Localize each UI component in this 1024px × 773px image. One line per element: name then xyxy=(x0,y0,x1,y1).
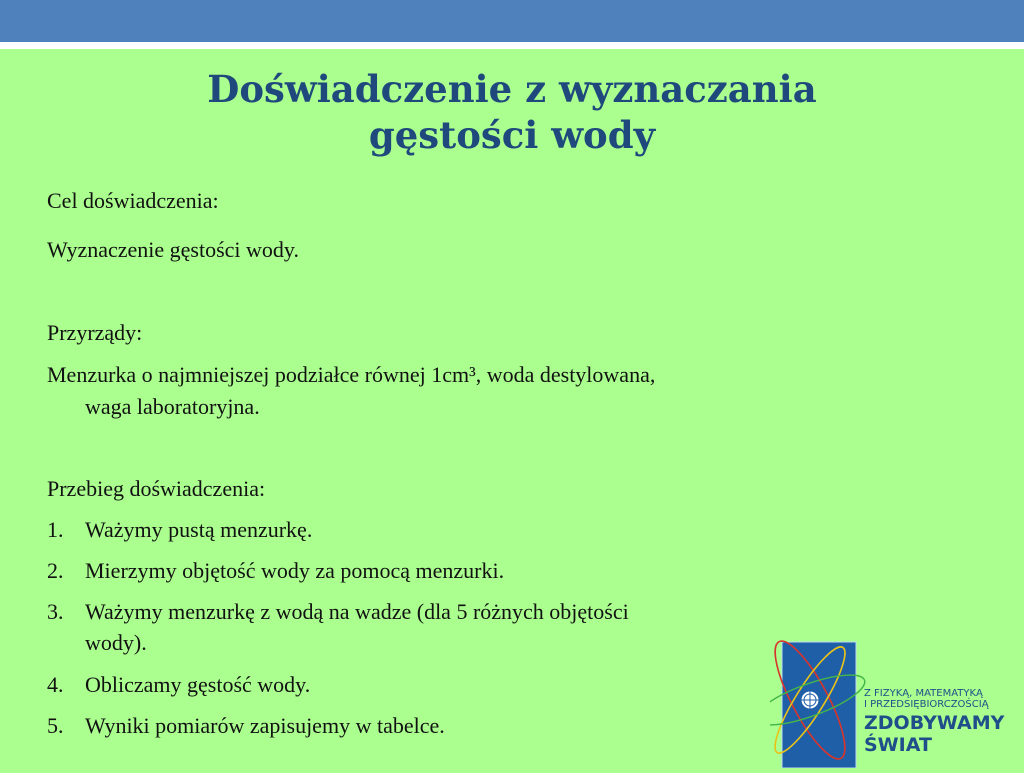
logo-line-4: ŚWIAT xyxy=(864,734,932,756)
top-banner xyxy=(0,0,1024,42)
tools-heading: Przyrządy: xyxy=(47,320,143,345)
step-number: 5. xyxy=(47,713,64,738)
logo-line-3: ZDOBYWAMY xyxy=(864,712,1005,734)
tools-text-line-1: Menzurka o najmniejszej podziałce równej 1cm³, woda destylowana, xyxy=(47,362,656,387)
step-text: Obliczamy gęstość wody. xyxy=(85,672,311,697)
step-text: Wyniki pomiarów zapisujemy w tabelce. xyxy=(85,713,445,738)
step-number: 4. xyxy=(47,672,64,697)
step-number: 3. xyxy=(47,599,64,624)
step-text: Ważymy menzurkę z wodą na wadze (dla 5 różnych objętości xyxy=(85,599,629,624)
title-line-2: gęstości wody xyxy=(368,113,656,157)
tools-text-line-2: waga laboratoryjna. xyxy=(85,394,260,419)
title-line-1: Doświadczenie z wyznaczania xyxy=(207,67,817,111)
goal-text: Wyznaczenie gęstości wody. xyxy=(47,237,299,262)
step-text: Mierzymy objętość wody za pomocą menzurki. xyxy=(85,558,505,583)
goal-heading: Cel doświadczenia: xyxy=(47,188,219,213)
slide-title xyxy=(0,66,1024,158)
step-text: Ważymy pustą menzurkę. xyxy=(85,517,313,542)
step-number: 2. xyxy=(47,558,64,583)
project-logo xyxy=(770,628,1024,768)
banner-divider xyxy=(0,42,1024,49)
procedure-step-3-continuation: wody). xyxy=(85,630,147,655)
procedure-heading: Przebieg doświadczenia: xyxy=(47,476,266,501)
logo-line-1: Z FIZYKĄ, MATEMATYKĄ xyxy=(864,688,983,699)
logo-line-2: I PRZEDSIĘBIORCZOŚCIĄ xyxy=(864,699,989,710)
step-number: 1. xyxy=(47,517,64,542)
